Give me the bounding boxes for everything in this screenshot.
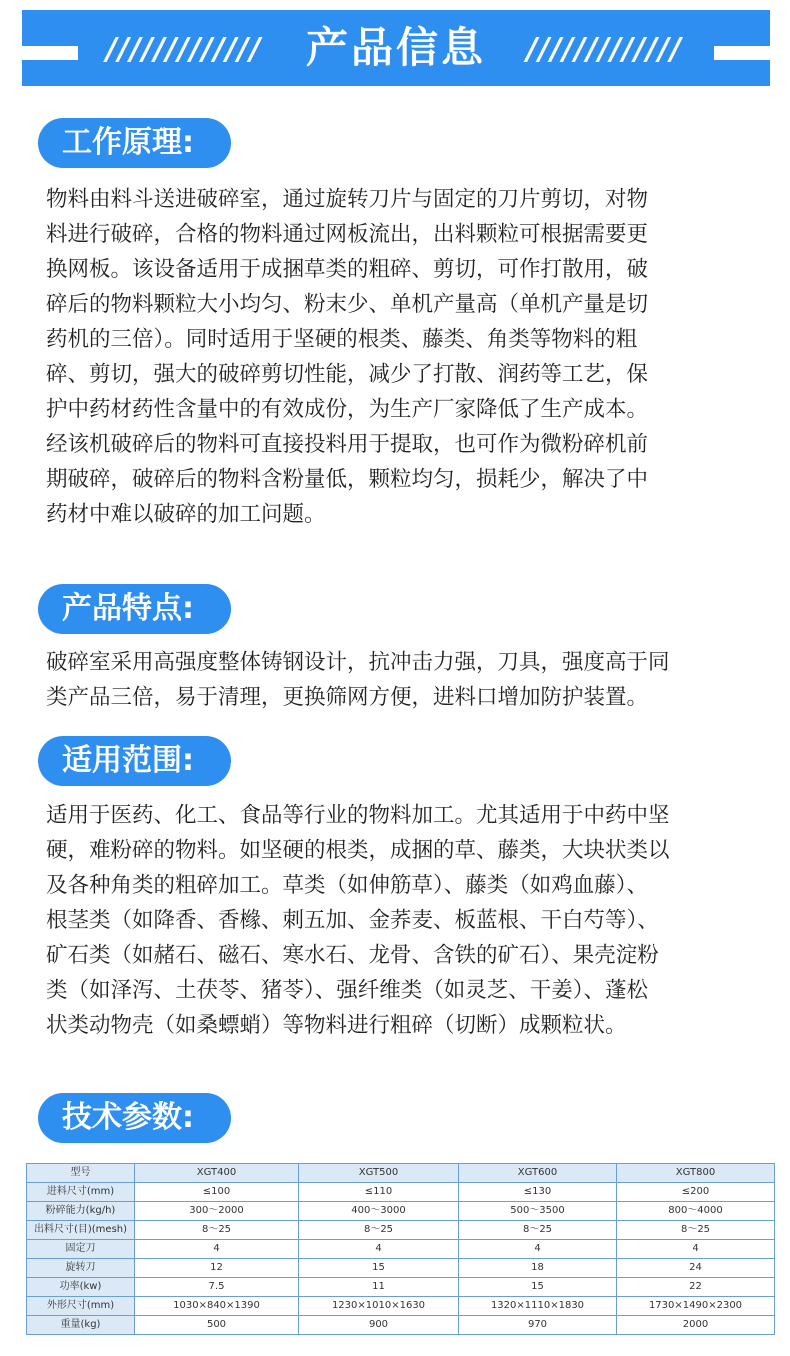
table-cell: 18 (459, 1259, 617, 1278)
section-heading-tech-params: 技术参数: (38, 1093, 231, 1143)
text-line: 硬，难粉碎的物料。如坚硬的根类，成捆的草、藤类，大块状类以 (46, 838, 670, 863)
table-cell: 4 (459, 1240, 617, 1259)
table-cell: 1320×1110×1830 (459, 1297, 617, 1316)
table-cell: 400～3000 (299, 1202, 459, 1221)
row-label: 旋转刀 (27, 1259, 135, 1278)
table-row (27, 1183, 775, 1202)
table-cell: 300～2000 (135, 1202, 299, 1221)
table-cell: ≤130 (459, 1183, 617, 1202)
table-row (27, 1202, 775, 1221)
table-cell: ≤100 (135, 1183, 299, 1202)
table-cell: 1230×1010×1630 (299, 1297, 459, 1316)
table-cell: 8～25 (299, 1221, 459, 1240)
text-line: 类（如泽泻、土茯苓、猪苓）、强纤维类（如灵芝、干姜）、蓬松 (46, 978, 649, 1003)
table-cell: 2000 (617, 1316, 775, 1335)
banner-left-slashes: ///////////// (106, 32, 262, 67)
table-cell: 1730×1490×2300 (617, 1297, 775, 1316)
working-principle-text (46, 182, 776, 532)
table-cell: 8～25 (459, 1221, 617, 1240)
text-line: 经该机破碎后的物料可直接投料用于提取，也可作为微粉碎机前 (46, 432, 649, 457)
text-line: 类产品三倍，易于清理，更换筛网方便，进料口增加防护装置。 (46, 685, 649, 710)
text-line: 护中药材药性含量中的有效成份，为生产厂家降低了生产成本。 (46, 397, 649, 422)
text-line: 状类动物壳（如桑螵蛸）等物料进行粗碎（切断）成颗粒状。 (46, 1013, 627, 1038)
text-line: 适用于医药、化工、食品等行业的物料加工。尤其适用于中药中坚 (46, 803, 670, 828)
row-label: 功率(kw) (27, 1278, 135, 1297)
table-cell: 15 (459, 1278, 617, 1297)
title-banner (22, 10, 770, 86)
row-label: 重量(kg) (27, 1316, 135, 1335)
text-line: 物料由料斗送进破碎室，通过旋转刀片与固定的刀片剪切，对物 (46, 187, 649, 212)
table-cell: ≤110 (299, 1183, 459, 1202)
model-cell: XGT800 (617, 1164, 775, 1183)
table-cell: 4 (299, 1240, 459, 1259)
table-cell: 500 (135, 1316, 299, 1335)
header-label-cell: 型号 (27, 1164, 135, 1183)
table-cell: 800～4000 (617, 1202, 775, 1221)
text-line: 碎、剪切，强大的破碎剪切性能，减少了打散、润药等工艺，保 (46, 362, 649, 387)
table-row (27, 1278, 775, 1297)
table-cell: ≤200 (617, 1183, 775, 1202)
row-label: 粉碎能力(kg/h) (27, 1202, 135, 1221)
row-label: 外形尺寸(mm) (27, 1297, 135, 1316)
table-cell: 970 (459, 1316, 617, 1335)
model-cell: XGT500 (299, 1164, 459, 1183)
table-cell: 24 (617, 1259, 775, 1278)
table-cell: 15 (299, 1259, 459, 1278)
table-row (27, 1297, 775, 1316)
text-line: 药机的三倍）。同时适用于坚硬的根类、藤类、角类等物料的粗 (46, 327, 638, 352)
table-row (27, 1221, 775, 1240)
table-cell: 500～3500 (459, 1202, 617, 1221)
table-cell: 8～25 (135, 1221, 299, 1240)
text-line: 破碎室采用高强度整体铸钢设计，抗冲击力强，刀具，强度高于同 (46, 650, 670, 675)
table-cell: 7.5 (135, 1278, 299, 1297)
row-label: 进料尺寸(mm) (27, 1183, 135, 1202)
banner-right-bar (714, 46, 770, 60)
table-cell: 11 (299, 1278, 459, 1297)
row-label: 固定刀 (27, 1240, 135, 1259)
section-heading-scope: 适用范围: (38, 736, 231, 786)
table-cell: 12 (135, 1259, 299, 1278)
table-row (27, 1316, 775, 1335)
text-line: 矿石类（如赭石、磁石、寒水石、龙骨、含铁的矿石）、果壳淀粉 (46, 943, 659, 968)
spec-table (26, 1163, 775, 1335)
text-line: 药材中难以破碎的加工问题。 (46, 502, 326, 527)
text-line: 根茎类（如降香、香橼、刺五加、金荞麦、板蓝根、干白芍等）、 (46, 908, 659, 933)
banner-right-slashes: ///////////// (526, 32, 682, 67)
text-line: 期破碎，破碎后的物料含粉量低，颗粒均匀，损耗少，解决了中 (46, 467, 649, 492)
table-cell: 4 (617, 1240, 775, 1259)
row-label: 出料尺寸(目)(mesh) (27, 1221, 135, 1240)
table-cell: 1030×840×1390 (135, 1297, 299, 1316)
model-cell: XGT400 (135, 1164, 299, 1183)
text-line: 换网板。该设备适用于成捆草类的粗碎、剪切，可作打散用，破 (46, 257, 649, 282)
table-cell: 4 (135, 1240, 299, 1259)
text-line: 及各种角类的粗碎加工。草类（如伸筋草）、藤类（如鸡血藤）、 (46, 873, 649, 898)
page-title: 产品信息 (305, 23, 486, 72)
table-cell: 22 (617, 1278, 775, 1297)
table-row (27, 1259, 775, 1278)
table-row (27, 1240, 775, 1259)
text-line: 料进行破碎，合格的物料通过网板流出，出料颗粒可根据需要更 (46, 222, 649, 247)
product-features-text (46, 645, 776, 715)
table-header-row (27, 1164, 775, 1183)
table-cell: 8～25 (617, 1221, 775, 1240)
section-heading-working-principle: 工作原理: (38, 118, 231, 168)
table-cell: 900 (299, 1316, 459, 1335)
model-cell: XGT600 (459, 1164, 617, 1183)
section-heading-product-features: 产品特点: (38, 584, 231, 634)
scope-text (46, 798, 776, 1043)
text-line: 碎后的物料颗粒大小均匀、粉末少、单机产量高（单机产量是切 (46, 292, 649, 317)
